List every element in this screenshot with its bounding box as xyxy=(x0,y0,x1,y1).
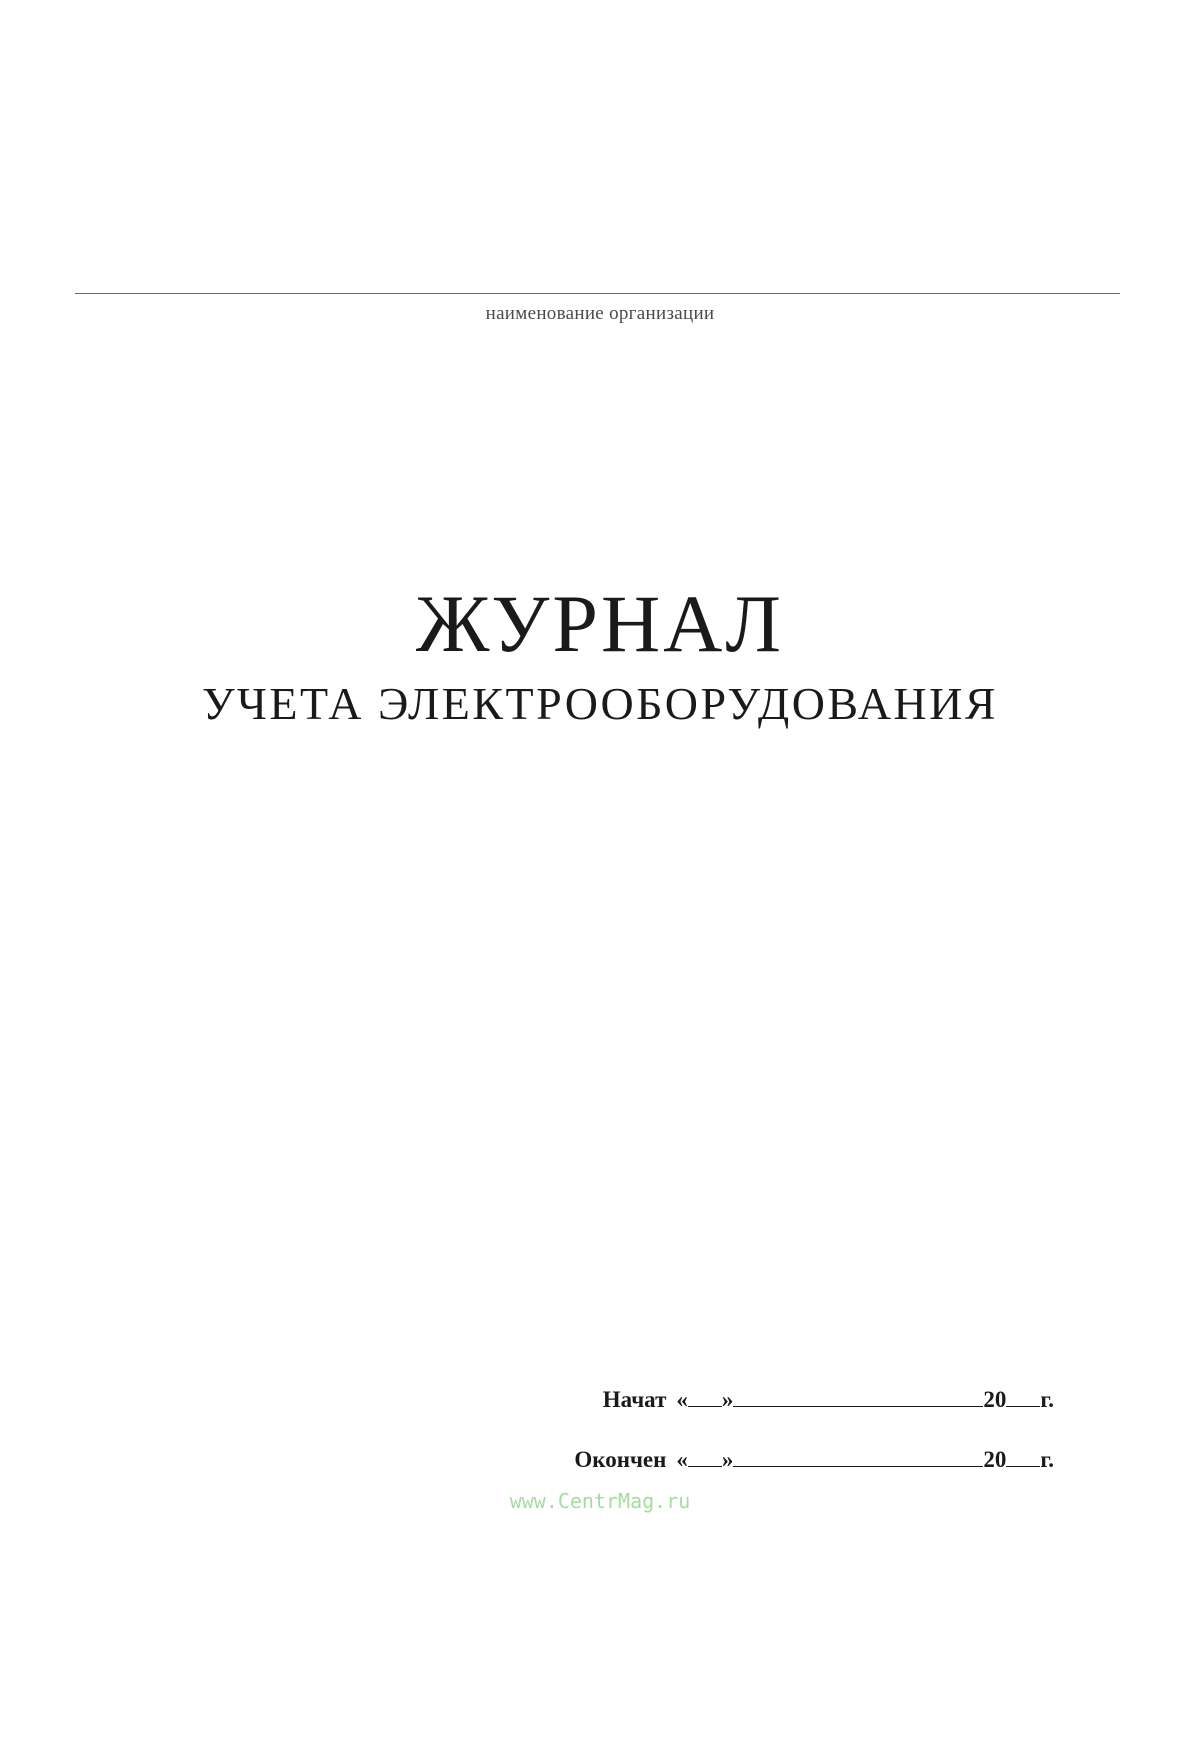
month-blank xyxy=(733,1446,983,1467)
watermark-text: www.CentrMag.ru xyxy=(509,1489,691,1513)
century-text: 20 xyxy=(983,1447,1007,1472)
finished-label: Окончен xyxy=(574,1447,667,1472)
year-blank xyxy=(1006,1386,1040,1407)
year-blank xyxy=(1006,1446,1040,1467)
organization-caption: наименование организации xyxy=(485,303,715,324)
open-quote: « xyxy=(676,1447,688,1472)
open-quote: « xyxy=(676,1387,688,1412)
close-quote: » xyxy=(721,1387,734,1412)
journal-title: ЖУРНАЛ xyxy=(415,578,785,669)
century-text: 20 xyxy=(983,1387,1007,1412)
organization-name-line xyxy=(75,293,1120,294)
day-blank xyxy=(688,1446,722,1467)
finished-date-row xyxy=(574,1446,1054,1473)
journal-subtitle: УЧЕТА ЭЛЕКТРООБОРУДОВАНИЯ xyxy=(201,678,999,729)
close-quote: » xyxy=(721,1447,734,1472)
day-blank xyxy=(688,1386,722,1407)
month-blank xyxy=(733,1386,983,1407)
year-suffix: г. xyxy=(1040,1387,1054,1412)
started-label: Начат xyxy=(602,1387,667,1412)
started-date-row xyxy=(603,1386,1054,1413)
year-suffix: г. xyxy=(1040,1447,1054,1472)
